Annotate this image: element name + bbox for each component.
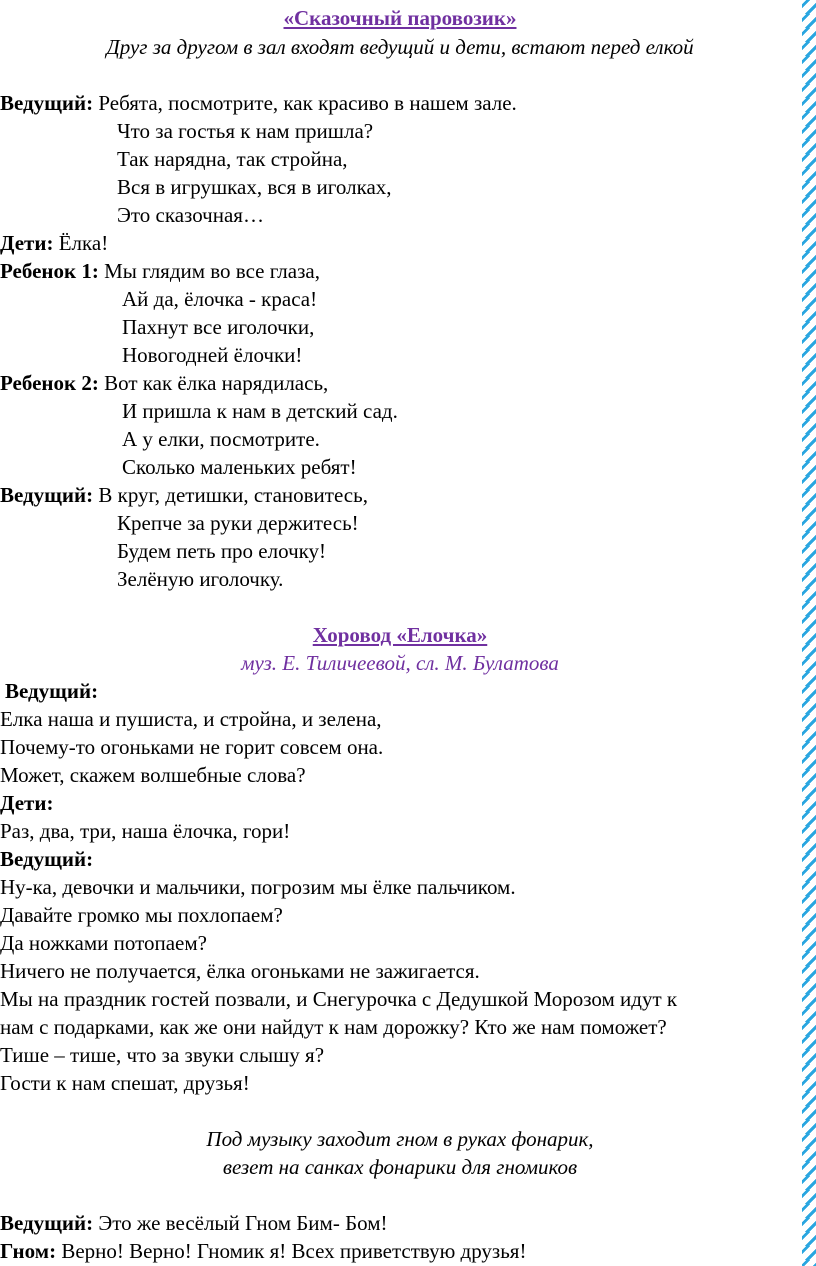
verse-line: Может, скажем волшебные слова? [0, 763, 306, 787]
host-line [0, 481, 368, 509]
speaker-host: Ведущий: [0, 1211, 94, 1235]
verse-line: Это же весёлый Гном Бим- Бом! [98, 1211, 388, 1235]
speaker-children: Дети: [0, 231, 54, 255]
verse-line: А у елки, посмотрите. [122, 427, 320, 451]
document-title: «Сказочный паровозик» [283, 6, 517, 30]
verse-line: Давайте громко мы похлопаем? [0, 903, 283, 927]
verse-line: Это сказочная… [117, 203, 264, 227]
song-title: Хоровод «Елочка» [312, 623, 488, 647]
speaker-host: Ведущий: [0, 483, 94, 507]
verse-line: Сколько маленьких ребят! [122, 455, 357, 479]
verse-line: Крепче за руки держитесь! [117, 511, 359, 535]
verse-line: Елка наша и пушиста, и стройна, и зелена, [0, 707, 382, 731]
verse-line: Ребята, посмотрите, как красиво в нашем зале. [98, 91, 517, 115]
verse-line: Ничего не получается, ёлка огоньками не зажигается. [0, 959, 480, 983]
verse-line: Будем петь про елочку! [117, 539, 327, 563]
verse-line: Верно! Верно! Гномик я! Всех приветствую друзья! [61, 1239, 527, 1263]
intro-direction: Друг за другом в зал входят ведущий и дети, встают перед елкой [106, 35, 694, 59]
verse-line: Вся в игрушках, вся в иголках, [117, 175, 392, 199]
speaker-host: Ведущий: [0, 847, 94, 871]
verse-line: Мы на праздник гостей позвали, и Снегурочка с Дедушкой Морозом идут к [0, 987, 678, 1011]
speaker-host: Ведущий: [5, 679, 99, 703]
speaker-host: Ведущий: [0, 91, 94, 115]
host-line [0, 89, 517, 117]
speaker-child2: Ребенок 2: [0, 371, 99, 395]
verse-line: Раз, два, три, наша ёлочка, гори! [0, 819, 291, 843]
verse-line: Ну-ка, девочки и мальчики, погрозим мы ёлке пальчиком. [0, 875, 516, 899]
verse-line: Ай да, ёлочка - краса! [122, 287, 318, 311]
host-line [0, 1209, 388, 1237]
verse-line: Что за гостья к нам пришла? [117, 119, 374, 143]
verse-line: В круг, детишки, становитесь, [98, 483, 368, 507]
speaker-children: Дети: [0, 791, 54, 815]
verse-line: Пахнут все иголочки, [122, 315, 315, 339]
verse-line: Мы глядим во все глаза, [104, 259, 320, 283]
child1-line [0, 257, 320, 285]
verse-line: И пришла к нам в детский сад. [122, 399, 398, 423]
speaker-child1: Ребенок 1: [0, 259, 99, 283]
gnome-line [0, 1237, 526, 1265]
verse-line: Тише – тише, что за звуки слышу я? [0, 1043, 325, 1067]
verse-line: Так нарядна, так стройна, [117, 147, 348, 171]
verse-line: Зелёную иголочку. [117, 567, 284, 591]
stage-direction: Под музыку заходит гном в руках фонарик, [206, 1127, 594, 1151]
verse-line: Да ножками потопаем? [0, 931, 207, 955]
verse-line: Вот как ёлка нарядилась, [104, 371, 329, 395]
verse-line: Новогодней ёлочки! [122, 343, 303, 367]
children-line [0, 229, 108, 257]
verse-line: нам с подарками, как же они найдут к нам дорожку? Кто же нам поможет? [0, 1015, 667, 1039]
verse-line: Почему-то огоньками не горит совсем она. [0, 735, 384, 759]
stage-direction: везет на санках фонарики для гномиков [222, 1155, 578, 1179]
song-credit: муз. Е. Тиличеевой, сл. М. Булатова [241, 651, 559, 675]
decorative-border [802, 0, 816, 1266]
speaker-gnome: Гном: [0, 1239, 57, 1263]
verse-line: Гости к нам спешат, друзья! [0, 1071, 250, 1095]
verse-line: Ёлка! [58, 231, 109, 255]
child2-line [0, 369, 328, 397]
